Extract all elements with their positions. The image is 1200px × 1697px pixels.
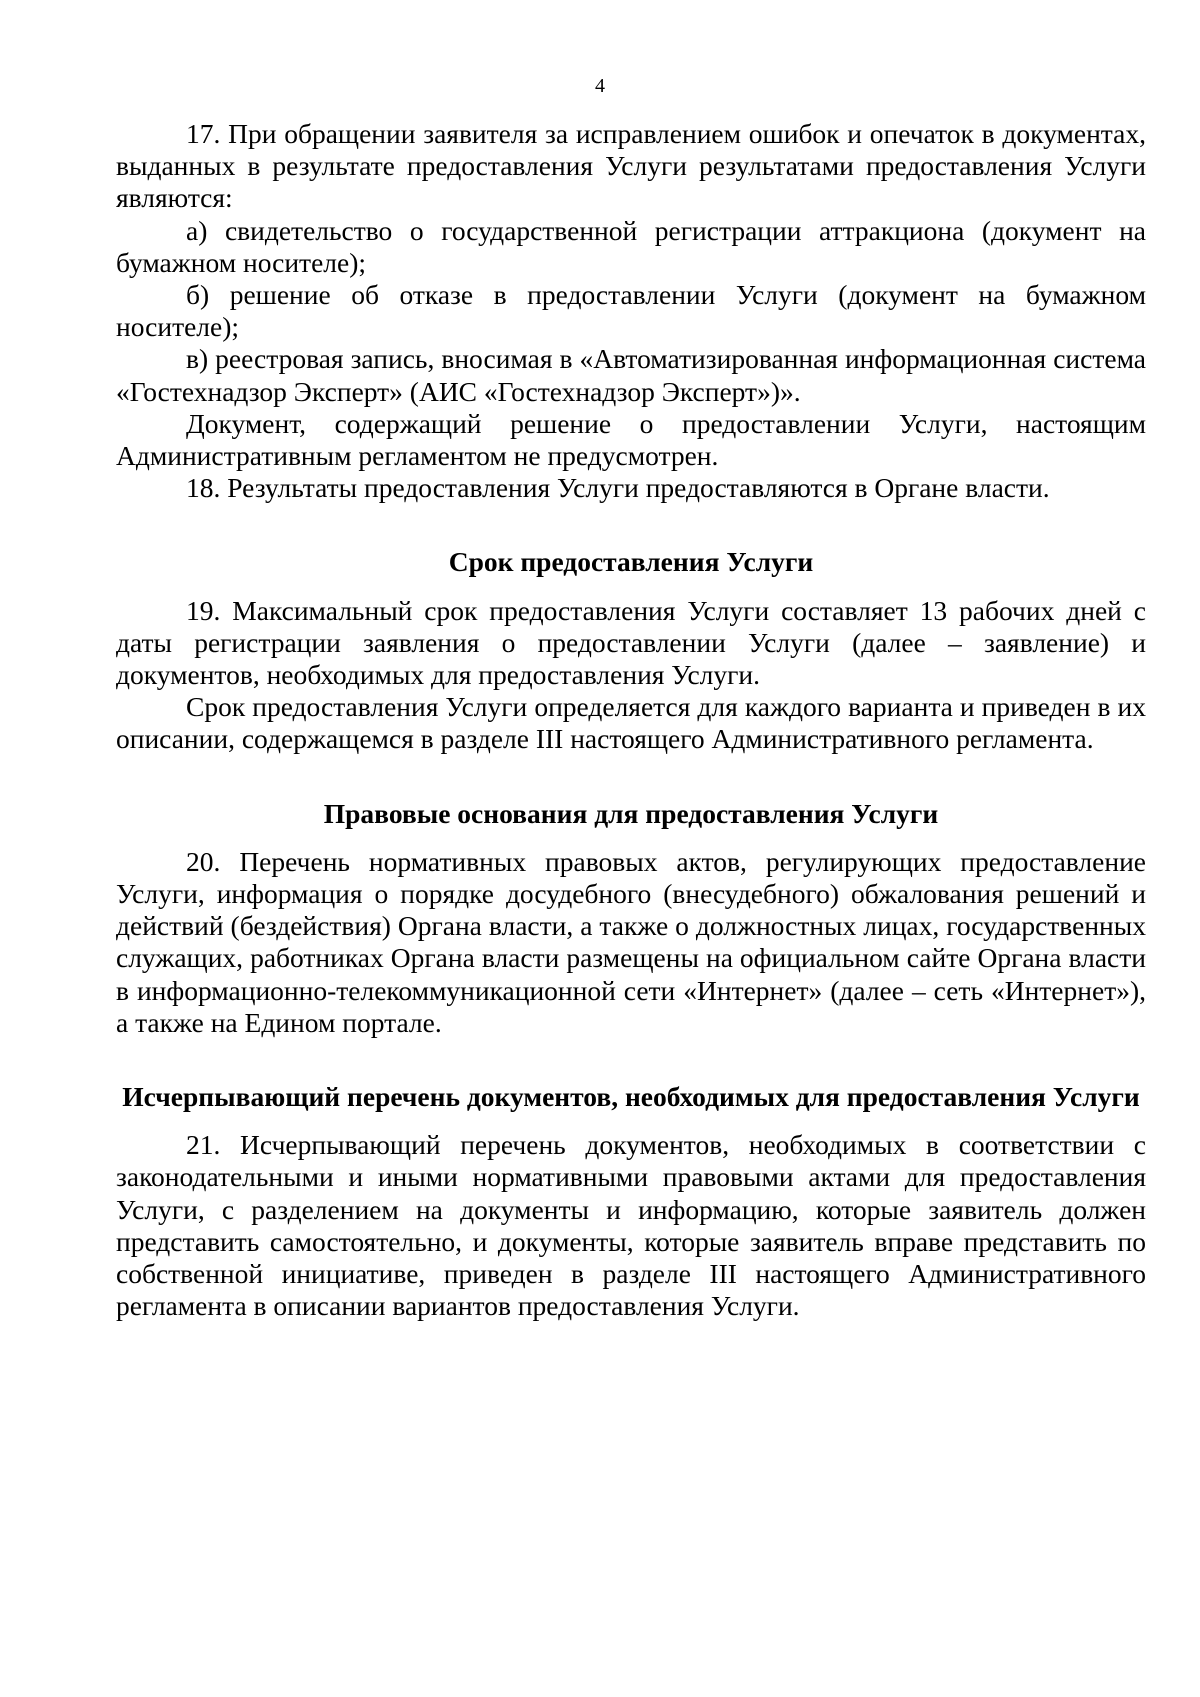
paragraph-17a: а) свидетельство о государственной регистрации аттракциона (документ на бумажном носителе);: [116, 214, 1146, 278]
paragraph-19-note: Срок предоставления Услуги определяется для каждого варианта и приведен в их описании, содержащемся в разделе III настоящего Административного регламента.: [116, 691, 1146, 755]
paragraph-17-note: Документ, содержащий решение о предоставлении Услуги, настоящим Административным регламентом не предусмотрен.: [116, 407, 1146, 472]
paragraph-17b: б) решение об отказе в предоставлении Услуги (документ на бумажном носителе);: [116, 279, 1146, 343]
section-heading-documents-list: Исчерпывающий перечень документов, необходимых для предоставления Услуги: [122, 1081, 1140, 1113]
paragraph-17: 17. При обращении заявителя за исправлением ошибок и опечаток в документах, выданных в результате предоставления Услуги результатами предоставления Услуги являются:: [116, 118, 1146, 214]
paragraph-17v: в) реестровая запись, вносимая в «Автоматизированная информационная система «Гостехнадзор Эксперт» (АИС «Гостехнадзор Эксперт»)».: [116, 343, 1146, 407]
paragraph-20: 20. Перечень нормативных правовых актов, регулирующих предоставление Услуги, информация о порядке досудебного (внесудебного) обжалования решений и действий (бездействия) Органа власти, а также о должностных лицах, государственных служащих, работниках Органа власти размещены на официальном сайте Органа власти в информационно-телекоммуникационной сети «Интернет» (далее – сеть «Интернет»), а также на Едином портале.: [116, 845, 1146, 1038]
page-number: 4: [595, 75, 605, 97]
paragraph-21: 21. Исчерпывающий перечень документов, необходимых в соответствии с законодательными и иными нормативными правовыми актами для предоставления Услуги, с разделением на документы и информацию, которые заявитель должен представить самостоятельно, и документы, которые заявитель вправе представить по собственной инициативе, приведен в разделе III настоящего Административного регламента в описании вариантов предоставления Услуги.: [116, 1129, 1146, 1322]
document-body: [116, 118, 1146, 1323]
section-heading-term: Срок предоставления Услуги: [448, 546, 814, 578]
paragraph-19: 19. Максимальный срок предоставления Услуги составляет 13 рабочих дней с даты регистрации заявления о предоставлении Услуги (далее – заявление) и документов, необходимых для предоставления Услуги.: [116, 594, 1146, 691]
paragraph-18: 18. Результаты предоставления Услуги предоставляются в Органе власти.: [186, 472, 1050, 504]
section-heading-legal-basis: Правовые основания для предоставления Услуги: [323, 797, 939, 829]
